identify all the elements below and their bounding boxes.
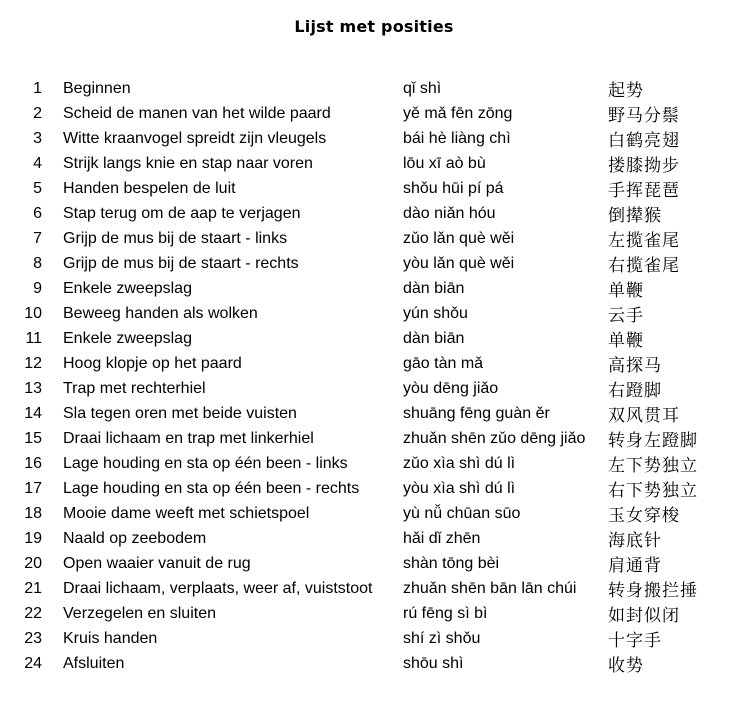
position-row: [0, 601, 748, 626]
position-name-chinese: 肩通背: [608, 556, 662, 576]
position-name-dutch: Naald op zeebodem: [63, 530, 207, 547]
position-name-pinyin: shōu shì: [403, 655, 464, 672]
position-name-chinese: 左揽雀尾: [608, 231, 680, 251]
position-name-pinyin: zǔo lǎn què wěi: [403, 230, 515, 247]
position-name-dutch: Verzegelen en sluiten: [63, 605, 216, 622]
position-name-dutch: Hoog klopje op het paard: [63, 355, 242, 372]
position-number: 14: [24, 405, 42, 422]
position-number: 9: [33, 280, 42, 297]
position-name-pinyin: dàn biān: [403, 280, 465, 297]
position-name-dutch: Lage houding en sta op één been - links: [63, 455, 348, 472]
position-name-chinese: 云手: [608, 306, 644, 326]
position-row: [0, 426, 748, 451]
position-name-dutch: Draai lichaam en trap met linkerhiel: [63, 430, 314, 447]
position-name-dutch: Enkele zweepslag: [63, 280, 192, 297]
position-name-pinyin: shàn tōng bèi: [403, 555, 500, 572]
position-name-pinyin: zǔo xìa shì dú lì: [403, 455, 516, 472]
position-name-pinyin: shuāng fēng guàn ěr: [403, 405, 550, 422]
position-name-pinyin: shí zì shǒu: [403, 630, 481, 647]
position-number: 24: [24, 655, 42, 672]
position-number: 13: [24, 380, 42, 397]
position-name-chinese: 双风贯耳: [608, 406, 680, 426]
position-name-dutch: Strijk langs knie en stap naar voren: [63, 155, 313, 172]
position-name-dutch: Scheid de manen van het wilde paard: [63, 105, 331, 122]
position-row: [0, 576, 748, 601]
position-name-pinyin: bái hè liàng chì: [403, 130, 511, 147]
position-number: 20: [24, 555, 42, 572]
position-name-dutch: Trap met rechterhiel: [63, 380, 206, 397]
position-name-chinese: 收势: [608, 656, 644, 676]
position-row: [0, 351, 748, 376]
position-name-pinyin: rú fēng sì bì: [403, 605, 488, 622]
position-name-pinyin: hǎi dǐ zhēn: [403, 530, 481, 547]
position-row: [0, 501, 748, 526]
position-name-chinese: 起势: [608, 81, 644, 101]
position-row: [0, 526, 748, 551]
position-row: [0, 101, 748, 126]
position-name-pinyin: qǐ shì: [403, 80, 442, 97]
position-name-pinyin: zhuǎn shēn zǔo dēng jiǎo: [403, 430, 586, 447]
position-name-chinese: 白鹤亮翅: [608, 131, 680, 151]
position-name-chinese: 如封似闭: [608, 606, 680, 626]
position-name-chinese: 单鞭: [608, 331, 644, 351]
position-number: 19: [24, 530, 42, 547]
position-number: 5: [33, 180, 42, 197]
position-number: 22: [24, 605, 42, 622]
position-name-chinese: 转身左蹬脚: [608, 431, 698, 451]
position-row: [0, 326, 748, 351]
position-name-dutch: Mooie dame weeft met schietspoel: [63, 505, 310, 522]
position-name-pinyin: lōu xī aò bù: [403, 155, 486, 172]
position-number: 8: [33, 255, 42, 272]
position-row: [0, 201, 748, 226]
position-name-dutch: Beginnen: [63, 80, 131, 97]
position-name-pinyin: dào niǎn hóu: [403, 205, 496, 222]
position-number: 16: [24, 455, 42, 472]
position-name-dutch: Grijp de mus bij de staart - rechts: [63, 255, 299, 272]
position-row: [0, 476, 748, 501]
position-name-dutch: Afsluiten: [63, 655, 125, 672]
position-name-chinese: 海底针: [608, 531, 662, 551]
position-name-chinese: 右下势独立: [608, 481, 698, 501]
position-name-chinese: 高探马: [608, 356, 662, 376]
position-name-chinese: 右蹬脚: [608, 381, 662, 401]
position-name-dutch: Sla tegen oren met beide vuisten: [63, 405, 297, 422]
position-name-dutch: Handen bespelen de luit: [63, 180, 236, 197]
position-name-pinyin: dàn biān: [403, 330, 465, 347]
position-number: 3: [33, 130, 42, 147]
position-name-pinyin: shǒu hūi pí pá: [403, 180, 504, 197]
position-row: [0, 126, 748, 151]
position-name-chinese: 倒撵猴: [608, 206, 662, 226]
position-name-chinese: 左下势独立: [608, 456, 698, 476]
position-name-dutch: Grijp de mus bij de staart - links: [63, 230, 288, 247]
position-number: 1: [33, 80, 42, 97]
position-row: [0, 451, 748, 476]
position-name-dutch: Stap terug om de aap te verjagen: [63, 205, 301, 222]
position-number: 11: [25, 330, 42, 347]
page-title: Lijst met posities: [294, 17, 454, 36]
position-number: 7: [33, 230, 42, 247]
position-name-chinese: 单鞭: [608, 281, 644, 301]
position-name-pinyin: yù nǚ chūan sūo: [403, 505, 521, 522]
position-number: 10: [24, 305, 42, 322]
position-row: [0, 626, 748, 651]
position-name-dutch: Witte kraanvogel spreidt zijn vleugels: [63, 130, 327, 147]
position-name-chinese: 野马分鬃: [608, 106, 680, 126]
position-row: [0, 76, 748, 101]
position-name-dutch: Lage houding en sta op één been - rechts: [63, 480, 360, 497]
positions-list: [0, 76, 748, 676]
position-name-dutch: Beweeg handen als wolken: [63, 305, 258, 322]
position-row: [0, 226, 748, 251]
position-number: 17: [24, 480, 42, 497]
position-name-pinyin: zhuǎn shēn bān lān chúi: [403, 580, 577, 597]
position-number: 4: [33, 155, 42, 172]
position-name-pinyin: yě mǎ fēn zōng: [403, 105, 513, 122]
position-name-pinyin: yòu dēng jiǎo: [403, 380, 499, 397]
position-name-chinese: 玉女穿梭: [608, 506, 680, 526]
position-name-pinyin: yòu lǎn què wěi: [403, 255, 515, 272]
position-name-chinese: 十字手: [608, 631, 662, 651]
position-name-chinese: 右揽雀尾: [608, 256, 680, 276]
position-name-dutch: Open waaier vanuit de rug: [63, 555, 251, 572]
position-name-pinyin: gāo tàn mǎ: [403, 355, 484, 372]
position-number: 18: [24, 505, 42, 522]
position-row: [0, 276, 748, 301]
position-name-chinese: 转身搬拦捶: [608, 581, 698, 601]
position-row: [0, 551, 748, 576]
position-row: [0, 251, 748, 276]
position-number: 23: [24, 630, 42, 647]
position-number: 21: [24, 580, 42, 597]
position-row: [0, 301, 748, 326]
position-row: [0, 151, 748, 176]
position-number: 15: [24, 430, 42, 447]
position-name-pinyin: yún shǒu: [403, 305, 468, 322]
position-name-pinyin: yòu xìa shì dú lì: [403, 480, 516, 497]
position-name-dutch: Kruis handen: [63, 630, 158, 647]
position-number: 6: [33, 205, 42, 222]
position-name-chinese: 搂膝拗步: [608, 156, 680, 176]
position-name-chinese: 手挥琵琶: [608, 181, 680, 201]
position-number: 12: [24, 355, 42, 372]
position-row: [0, 401, 748, 426]
position-number: 2: [33, 105, 42, 122]
position-row: [0, 376, 748, 401]
position-row: [0, 176, 748, 201]
position-row: [0, 651, 748, 676]
position-name-dutch: Enkele zweepslag: [63, 330, 192, 347]
position-name-dutch: Draai lichaam, verplaats, weer af, vuiststoot: [63, 580, 373, 597]
